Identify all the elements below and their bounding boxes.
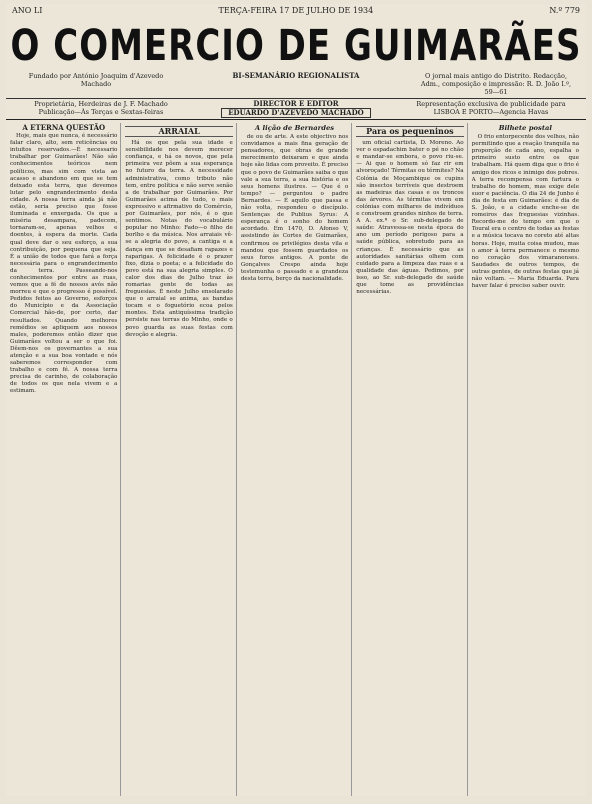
column-heading: A ETERNA QUESTÃO (22, 123, 106, 132)
column-heading: Bilhete postal (498, 124, 552, 132)
column-text: O frio entorpecente dos velhos, não permitindo que a reação tranquila na proporção de cada ano, espalha o primeiro susto entre os que trabalham. Há quem diga que o frio é amigo dos ricos e inimigo dos pobres. A terra recompensa com fartura o trabalho do homem, mas exige dele suor e paciência. O dia 24 de Junho é dia de festa em Guimarães: é dia de S. João, e a cidade enche-se de romeiros das freguesias vizinhas. Recordo-me do tempo em que o Toural era o centro de todas as festas e a música tocava no coreto até altas horas. Hoje, muita coisa mudou, mas o amor à terra permanece o mesmo no coração dos vimaranenses. Saudades de outros tempos, de outras gentes, de outras festas que já não voltam. — Maria Eduarda. Para haver falar é preciso saber ouvir. (471, 134, 580, 290)
newspaper-page (6, 4, 586, 796)
founded-info: Fundado por António Joaquim d'Azevedo Machado (28, 72, 164, 88)
issue-number: N.º 779 (549, 6, 580, 15)
director-label: DIRECTOR E EDITOR (253, 99, 339, 108)
column-text: Há os que pela sua idade e sensibilidade nos devem merecer confiança, e há os novos, que pela primeira vez põem a sua esperança no futuro da terra. A necessidade administrativa, como tributo não tem, entre política e não serve senão a de trabalhar por Guimarães. Por Guimarães acima de tudo, o mais expressivo e afirmativo do Comércio, por Guimarães, por nós, é o que sentimos. Notas do vocabulário popular no Minho: Fado—o filho de borlho e da música. Nos arraiais vê-se a alegria do povo, a cantiga e a dança em que se desafiam rapazes e raparigas. A felicidade é o prazer fixo, dizia o poeta; e a felicidade do povo está na sua alegria simples. O calor dos dias de Julho traz às romarias gente de todas as freguesias. É neste Julho ensolarado que o arraial se anima, as bandas tocam e o foguetório ecoa pelos montes. Esta antiquíssima tradição persiste nas terras do Minho, onde o povo guarda as suas festas com devoção e alegria. (125, 140, 233, 338)
proprietor: Proprietária, Herdeiras de J. F. Machado (34, 100, 168, 108)
column-text: um oficial cartista, D. Moreno. Ao ver o espadachim bater o pé no chão e mandar-se embora, o povo riu-se. — Ai que o homem só faz rir em alvoroçado! Térmitas ou térmites? Na Colónia de Moçambique os cupins são insectos terríveis que destroem as madeiras das casas e os troncos das árvores. As térmitas vivem em colónias com milhares de indivíduos e constroem grandes ninhos de terra. A A. ex.ª o Sr. sub-delegado de saúde: Atravessa-se nesta época do ano um período perigoso para a saúde pública, sobretudo para as crianças. É necessário que as autoridades sanitárias olhem com cuidado para a limpeza das ruas e a qualidade das águas. Pedimos, por isso, ao Sr. sub-delegado de saúde que tome as providências necessárias. (356, 140, 464, 296)
column-heading: ARRAIAL (125, 126, 232, 137)
subtitle: BI-SEMANÁRIO REGIONALISTA (232, 71, 360, 80)
article-columns (6, 120, 586, 796)
proprietor-block (16, 100, 186, 118)
year-label: ANO LI (12, 6, 43, 15)
column-text: Hoje, mais que nunca, é necessário falar claro, alto, sem reticências ou intuitos reservados.—É necessario trabalhar por Guimarães! Não são conhecimentos teóricos nem políticos, mas sim com vista ao acasso e abandono em que se tem deixado esta terra, que devemos lutar pelo engrandecimento desta cidade. A nossa terra ainda já não estão, seria preciso que fosse iluminada e enxergada. Os que a miséria desampara, padecem, tornaram-se, apenas velhos e doentes, à espera da morte. Cada qual deve dar o seu esforço, a sua contribuição, por pequena que seja. É a união de todos que fará a força necessária para o engrandecimento da terra. Passeando-nos conhecimentos por entre as ruas, vemos que a fé de nossos avós não morreu e que o progresso é possível. Pedidos feitos ao Governo, esforços do Município e da Associação Comercial hão-de, por certo, dar resultados. Quando melhores remédios se apliquem aos nossos males, poderemos então dizer que Guimarães voltou a ser o que foi. Dêem-nos os governantes a sua atenção e a sua boa vontade e nós saberemos corresponder com trabalho e com fé. A nossa terra precisa de carinho, de colaboração de todos os que nela vivem e a estimam. (10, 133, 118, 395)
top-line (6, 4, 586, 16)
publication: Publicação—Às Terças e Sextas-feiras (38, 108, 164, 116)
column-heading: Para os pequeninos (356, 126, 463, 137)
column-1 (10, 123, 121, 796)
director-bar (6, 99, 586, 120)
column-heading: A lição de Bernardes (254, 124, 335, 132)
column-3 (241, 123, 352, 796)
director-name: EDUARDO D'AZEVEDO MACHADO (221, 108, 371, 118)
date-label: TERÇA-FEIRA 17 DE JULHO DE 1934 (218, 6, 374, 15)
column-5 (472, 123, 582, 796)
right-info: O jornal mais antigo do Distrito. Redacção, Adm., composição e impressão: R. D. João I.º, 59—61 (420, 72, 572, 96)
representation: Representação exclusiva de publicidade para LISBOA E PORTO—Agencia Havas (416, 100, 566, 116)
masthead-title: O COMERCIO DE GUIMARÃES (10, 21, 582, 71)
director-block (221, 100, 371, 118)
column-4 (356, 123, 467, 796)
column-text: de ou de arte. A este objectivo nos convidamos a mais fina geração de pensadores, que obras de grande merecimento deixaram e que ainda hoje são lidas com proveito. É preciso que o povo de Guimarães saiba o que vale a sua terra, a sua história e os seus homens ilustres. — Que é o tempo? — perguntou o padre Bernardes. — É aquilo que passa e não volta, respondeu o discípulo. Sentenças de Publius Syrus: A esperança é o sonho do homem acordado. Em 1470, D. Afonso V, assistindo às Cortes de Guimarães, confirmou os privilégios desta vila e mandou que fossem guardados os seus foros antigos. A ponte de Gonçalves Crespo ainda hoje testemunha o passado e a grandeza desta terra, berço da nacionalidade. (240, 134, 349, 282)
column-2 (125, 123, 236, 796)
